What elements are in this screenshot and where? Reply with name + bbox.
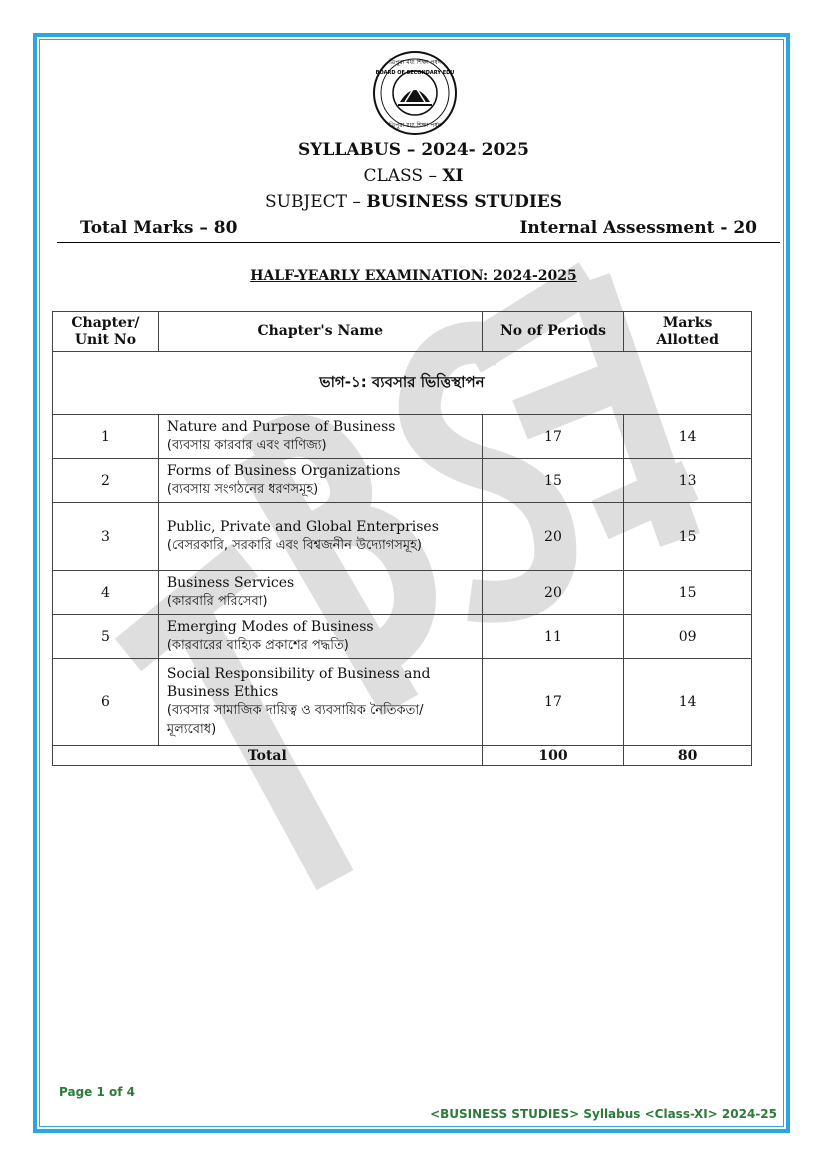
total-label: Total — [53, 746, 483, 766]
header-periods: No of Periods — [482, 312, 624, 352]
row-name: Public, Private and Global Enterprises (বেসরকারি, সরকারি এবং বিশ্বজনীন উদ্যোগসমূহ) — [158, 503, 482, 571]
row-name: Emerging Modes of Business (কারবারের বাহ্যিক প্রকাশের পদ্ধতি) — [158, 615, 482, 659]
header-chapter-no: Chapter/ Unit No — [53, 312, 159, 352]
row-no: 4 — [53, 571, 159, 615]
row-name: Social Responsibility of Business and Business Ethics (ব্যবসার সামাজিক দায়িত্ব ও ব্যবসায়িক নৈতিকতা/ মূল্যবোধ) — [158, 659, 482, 746]
subject-heading: SUBJECT – BUSINESS STUDIES — [264, 192, 563, 212]
row-periods: 20 — [482, 571, 624, 615]
row-marks: 09 — [624, 615, 752, 659]
internal-assessment: Internal Assessment - 20 — [519, 218, 757, 238]
part-title-row — [53, 352, 752, 415]
row-periods: 15 — [482, 459, 624, 503]
syllabus-heading: SYLLABUS – 2024- 2025 — [298, 140, 529, 160]
svg-text:BOARD OF SECONDARY EDU: BOARD OF SECONDARY EDU — [375, 70, 455, 76]
header-chapter-name: Chapter's Name — [158, 312, 482, 352]
svg-text:ত্রিপুরা মধ্য শিক্ষা পর্ষদ: ত্রিপুরা মধ্য শিক্ষা পর্ষদ — [389, 59, 441, 66]
svg-text:ত্রিপুরা মধ্য শিক্ষা পর্ষদ: ত্রিপুরা মধ্য শিক্ষা পর্ষদ — [389, 122, 441, 129]
row-periods: 20 — [482, 503, 624, 571]
table-row — [53, 415, 752, 459]
row-name: Forms of Business Organizations (ব্যবসায় সংগঠনের ধরণসমূহ) — [158, 459, 482, 503]
row-marks: 15 — [624, 571, 752, 615]
row-marks: 13 — [624, 459, 752, 503]
total-periods: 100 — [482, 746, 624, 766]
page-number: Page 1 of 4 — [59, 1085, 135, 1099]
header-marks: Marks Allotted — [624, 312, 752, 352]
board-seal-logo — [372, 50, 458, 136]
class-heading: CLASS – XI — [363, 166, 464, 186]
total-marks-cell: 80 — [624, 746, 752, 766]
row-no: 1 — [53, 415, 159, 459]
row-name: Nature and Purpose of Business (ব্যবসায় কারবার এবং বাণিজ্য) — [158, 415, 482, 459]
row-no: 3 — [53, 503, 159, 571]
table-row — [53, 503, 752, 571]
table-row — [53, 571, 752, 615]
total-marks: Total Marks – 80 — [80, 218, 238, 238]
row-marks: 14 — [624, 659, 752, 746]
marks-summary — [80, 218, 757, 238]
part-title: ভাগ-১: ব্যবসার ভিত্তিস্থাপন — [53, 352, 752, 415]
table-row — [53, 659, 752, 746]
table-header-row — [53, 312, 752, 352]
row-no: 6 — [53, 659, 159, 746]
row-marks: 14 — [624, 415, 752, 459]
row-marks: 15 — [624, 503, 752, 571]
header-divider — [57, 242, 780, 243]
exam-title: HALF-YEARLY EXAMINATION: 2024-2025 — [250, 268, 577, 284]
table-row — [53, 615, 752, 659]
row-periods: 11 — [482, 615, 624, 659]
row-periods: 17 — [482, 659, 624, 746]
row-no: 5 — [53, 615, 159, 659]
syllabus-table — [52, 311, 752, 766]
row-no: 2 — [53, 459, 159, 503]
table-row — [53, 459, 752, 503]
row-name: Business Services (কারবারি পরিসেবা) — [158, 571, 482, 615]
document-footer: <BUSINESS STUDIES> Syllabus <Class-XI> 2024-25 — [430, 1107, 777, 1121]
row-periods: 17 — [482, 415, 624, 459]
total-row — [53, 746, 752, 766]
